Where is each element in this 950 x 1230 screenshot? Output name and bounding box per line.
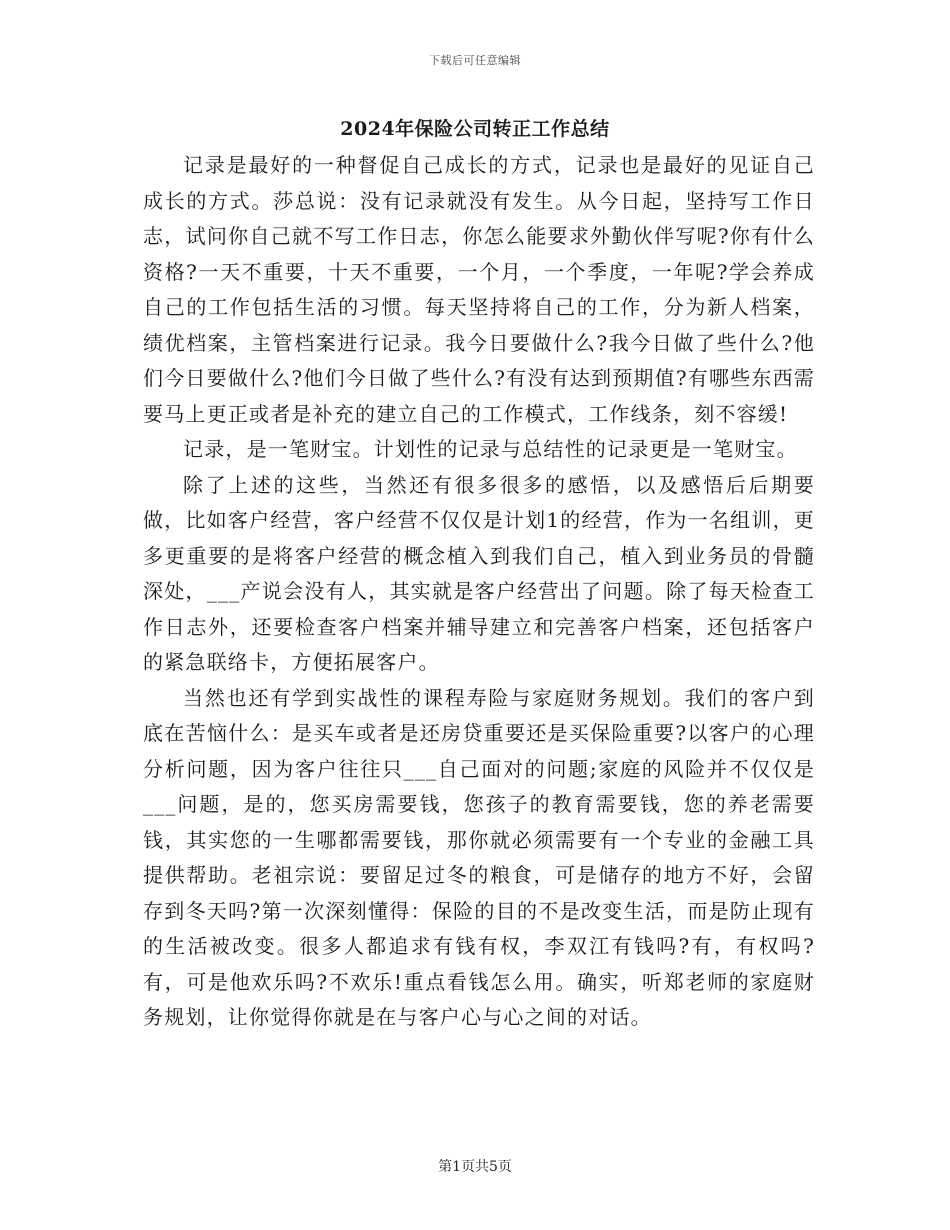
document-body xyxy=(143,148,815,1036)
page-indicator: 第1页共5页 xyxy=(438,1159,512,1175)
paragraph-4: 当然也还有学到实战性的课程寿险与家庭财务规划。我们的客户到底在苦恼什么：是买车或者是还房贷重要还是买保险重要?以客户的心理分析问题，因为客户往往只___自己面对的问题;家庭的风险并不仅仅是___问题，是的，您买房需要钱，您孩子的教育需要钱，您的养老需要钱，其实您的一生哪都需要钱，那你就必须需要有一个专业的金融工具提供帮助。老祖宗说：要留足过冬的粮食，可是储存的地方不好，会留存到冬天吗?第一次深刻懂得：保险的目的不是改变生活，而是防止现有的生活被改变。很多人都追求有钱有权，李双江有钱吗?有，有权吗?有，可是他欢乐吗?不欢乐!重点看钱怎么用。确实，听郑老师的家庭财务规划，让你觉得你就是在与客户心与心之间的对话。 xyxy=(143,685,815,1029)
document-title: 2024年保险公司转正工作总结 xyxy=(340,118,610,140)
header-note: 下载后可任意编辑 xyxy=(429,54,521,67)
paragraph-3: 除了上述的这些，当然还有很多很多的感悟，以及感悟后后期要做，比如客户经营，客户经营不仅仅是计划1的经营，作为一名组训，更多更重要的是将客户经营的概念植入到我们自己，植入到业务员的骨髓深处，___产说会没有人，其实就是客户经营出了问题。除了每天检查工作日志外，还要检查客户档案并辅导建立和完善客户档案，还包括客户的紧急联络卡，方便拓展客户。 xyxy=(143,472,815,674)
paragraph-1: 记录是最好的一种督促自己成长的方式，记录也是最好的见证自己成长的方式。莎总说：没有记录就没有发生。从今日起，坚持写工作日志，试问你自己就不写工作日志，你怎么能要求外勤伙伴写呢?你有什么资格?一天不重要，十天不重要，一个月，一个季度，一年呢?学会养成自己的工作包括生活的习惯。每天坚持将自己的工作，分为新人档案，绩优档案，主管档案进行记录。我今日要做什么?我今日做了些什么?他们今日要做什么?他们今日做了些什么?有没有达到预期值?有哪些东西需要马上更正或者是补充的建立自己的工作模式，工作线条，刻不容缓! xyxy=(143,153,815,426)
paragraph-2: 记录，是一笔财宝。计划性的记录与总结性的记录更是一笔财宝。 xyxy=(183,437,798,461)
